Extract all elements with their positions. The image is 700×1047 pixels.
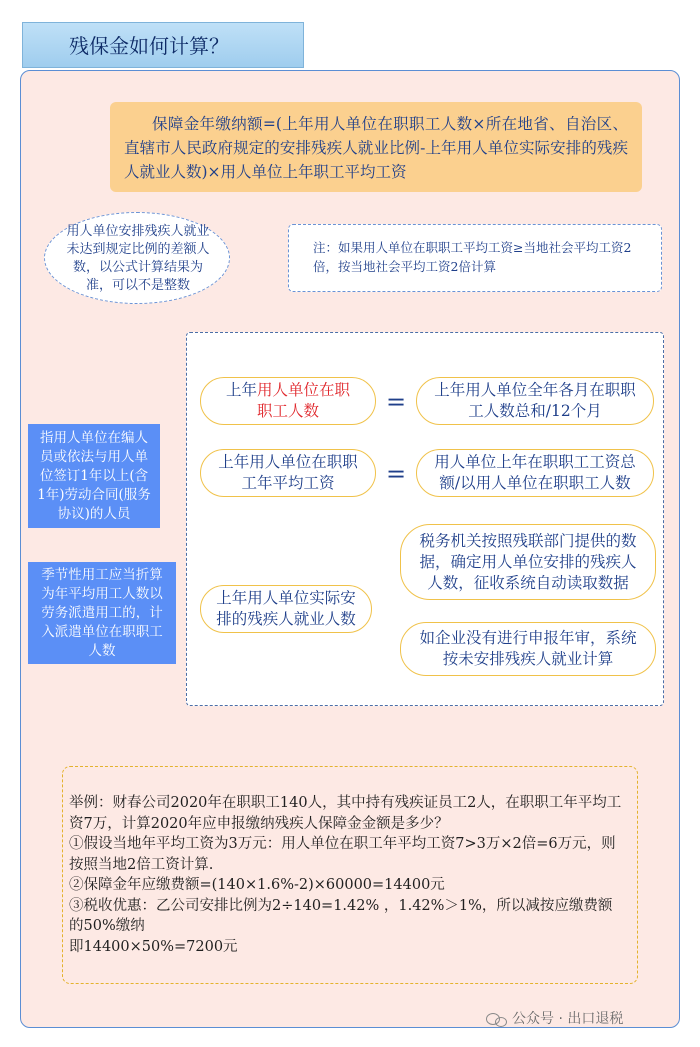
formula-box: 保障金年缴纳额=(上年用人单位在职职工人数×所在地省、自治区、直辖市人民政府规定的安排残疾人就业比例-上年用人单位实际安排的残疾人就业人数)×用人单位上年职工平均工资 xyxy=(110,102,642,192)
example-line-3: ②保障金年应缴费额=(140×1.6%-2)×60000=14400元 xyxy=(69,877,445,893)
row2-left-pill: 上年用人单位在职职工年平均工资 xyxy=(200,449,376,497)
row3-left-pill: 上年用人单位实际安排的残疾人就业人数 xyxy=(200,585,372,633)
row1-left-pill xyxy=(200,377,376,425)
row2-right-pill: 用人单位上年在职职工工资总额/以用人单位在职职工人数 xyxy=(416,449,654,497)
side-box-seasonal: 季节性用工应当折算为年平均用工人数以劳务派遣用工的，计入派遣单位在职职工人数 xyxy=(28,562,176,664)
example-line-5: 即14400×50%=7200元 xyxy=(69,938,238,955)
example-line-2: ①假设当地年平均工资为3万元：用人单位在职工年平均工资7>3万×2倍=6万元，则按照当地2倍工资计算. xyxy=(69,836,616,873)
row3-branch2-pill: 如企业没有进行申报年审，系统按未安排残疾人就业计算 xyxy=(400,622,656,676)
row1-right-pill: 上年用人单位全年各月在职职工人数总和/12个月 xyxy=(416,377,654,425)
note-box-right: 注：如果用人单位在职职工平均工资≥当地社会平均工资2倍，按当地社会平均工资2倍计算 xyxy=(288,224,662,292)
wechat-icon xyxy=(486,1011,508,1027)
row1-equals: = xyxy=(385,388,407,416)
row2-equals: = xyxy=(385,460,407,488)
row3-branch1-pill: 税务机关按照残联部门提供的数据，确定用人单位安排的残疾人人数，征收系统自动读取数据 xyxy=(400,524,656,600)
watermark-text: 公众号 · 出口退税 xyxy=(512,1011,624,1027)
example-box xyxy=(62,766,638,984)
example-line-4: ③税收优惠：乙公司安排比例为2÷140=1.42% ，1.42%＞1%，所以减按应缴费额的50%缴纳 xyxy=(69,897,613,934)
watermark xyxy=(486,1006,686,1032)
row1-left-text xyxy=(226,380,350,422)
example-line-1: 举例：财春公司2020年在职职工140人，其中持有残疾证员工2人，在职职工年平均工资7万，计算2020年应申报缴纳残疾人保障金金额是多少？ xyxy=(69,795,622,832)
note-ellipse-left: 用人单位安排残疾人就业未达到规定比例的差额人数，以公式计算结果为准，可以不是整数 xyxy=(44,212,230,304)
page-title: 残保金如何计算？ xyxy=(22,22,304,68)
row1-left-part3: 职工人数 xyxy=(256,402,319,420)
side-box-employees: 指用人单位在编人员或依法与用人单位签订1年以上(含1年)劳动合同(服务协议)的人员 xyxy=(28,424,160,528)
row1-left-part1: 上年 xyxy=(225,381,257,399)
row1-left-part2: 用人单位在职 xyxy=(257,381,351,399)
